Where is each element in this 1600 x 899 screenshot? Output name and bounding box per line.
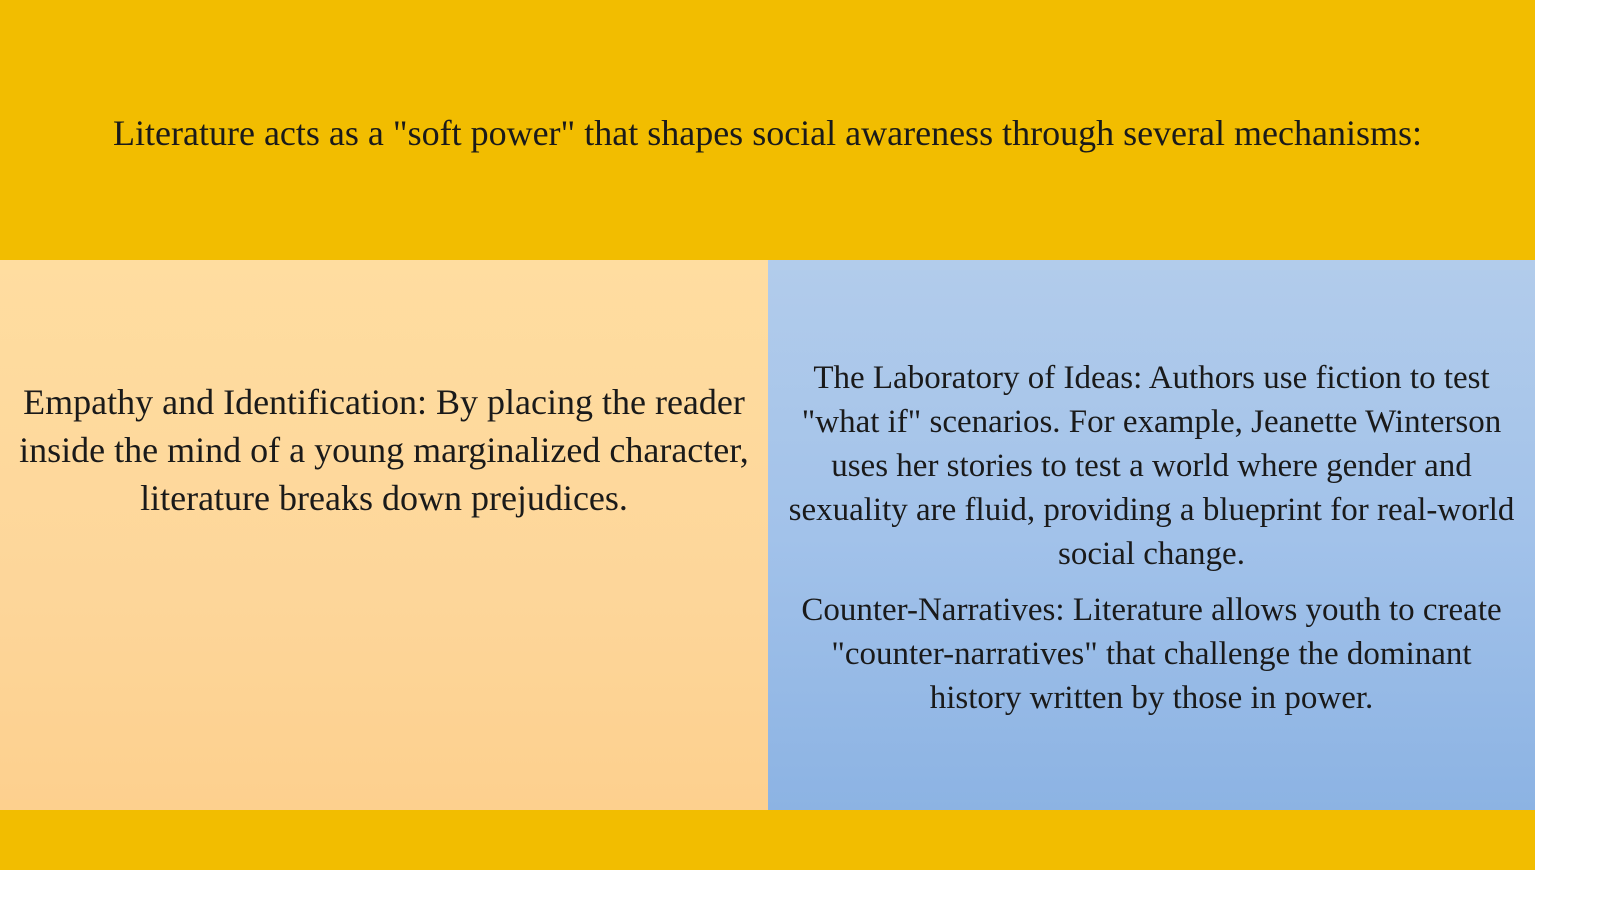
right-panel-text — [788, 356, 1515, 720]
footer-band — [0, 810, 1535, 870]
slide-title: Literature acts as a "soft power" that shapes social awareness through several mechanisms: — [113, 113, 1422, 153]
counter-narratives-paragraph: Counter-Narratives: Literature allows youth to create "counter-narratives" that challenge the dominant history written by those in power. — [801, 592, 1502, 716]
header-band — [0, 0, 1535, 260]
laboratory-of-ideas-paragraph: The Laboratory of Ideas: Authors use fiction to test "what if" scenarios. For example, Jeanette Winterson uses her stories to test a world where gender and sexuality are fluid, providing a blueprint for real-world social change. — [788, 360, 1515, 572]
right-content-panel — [768, 260, 1535, 810]
left-content-panel — [0, 260, 768, 810]
empathy-identification-text: Empathy and Identification: By placing the reader inside the mind of a young marginalized character, literature breaks down prejudices. — [19, 382, 749, 518]
